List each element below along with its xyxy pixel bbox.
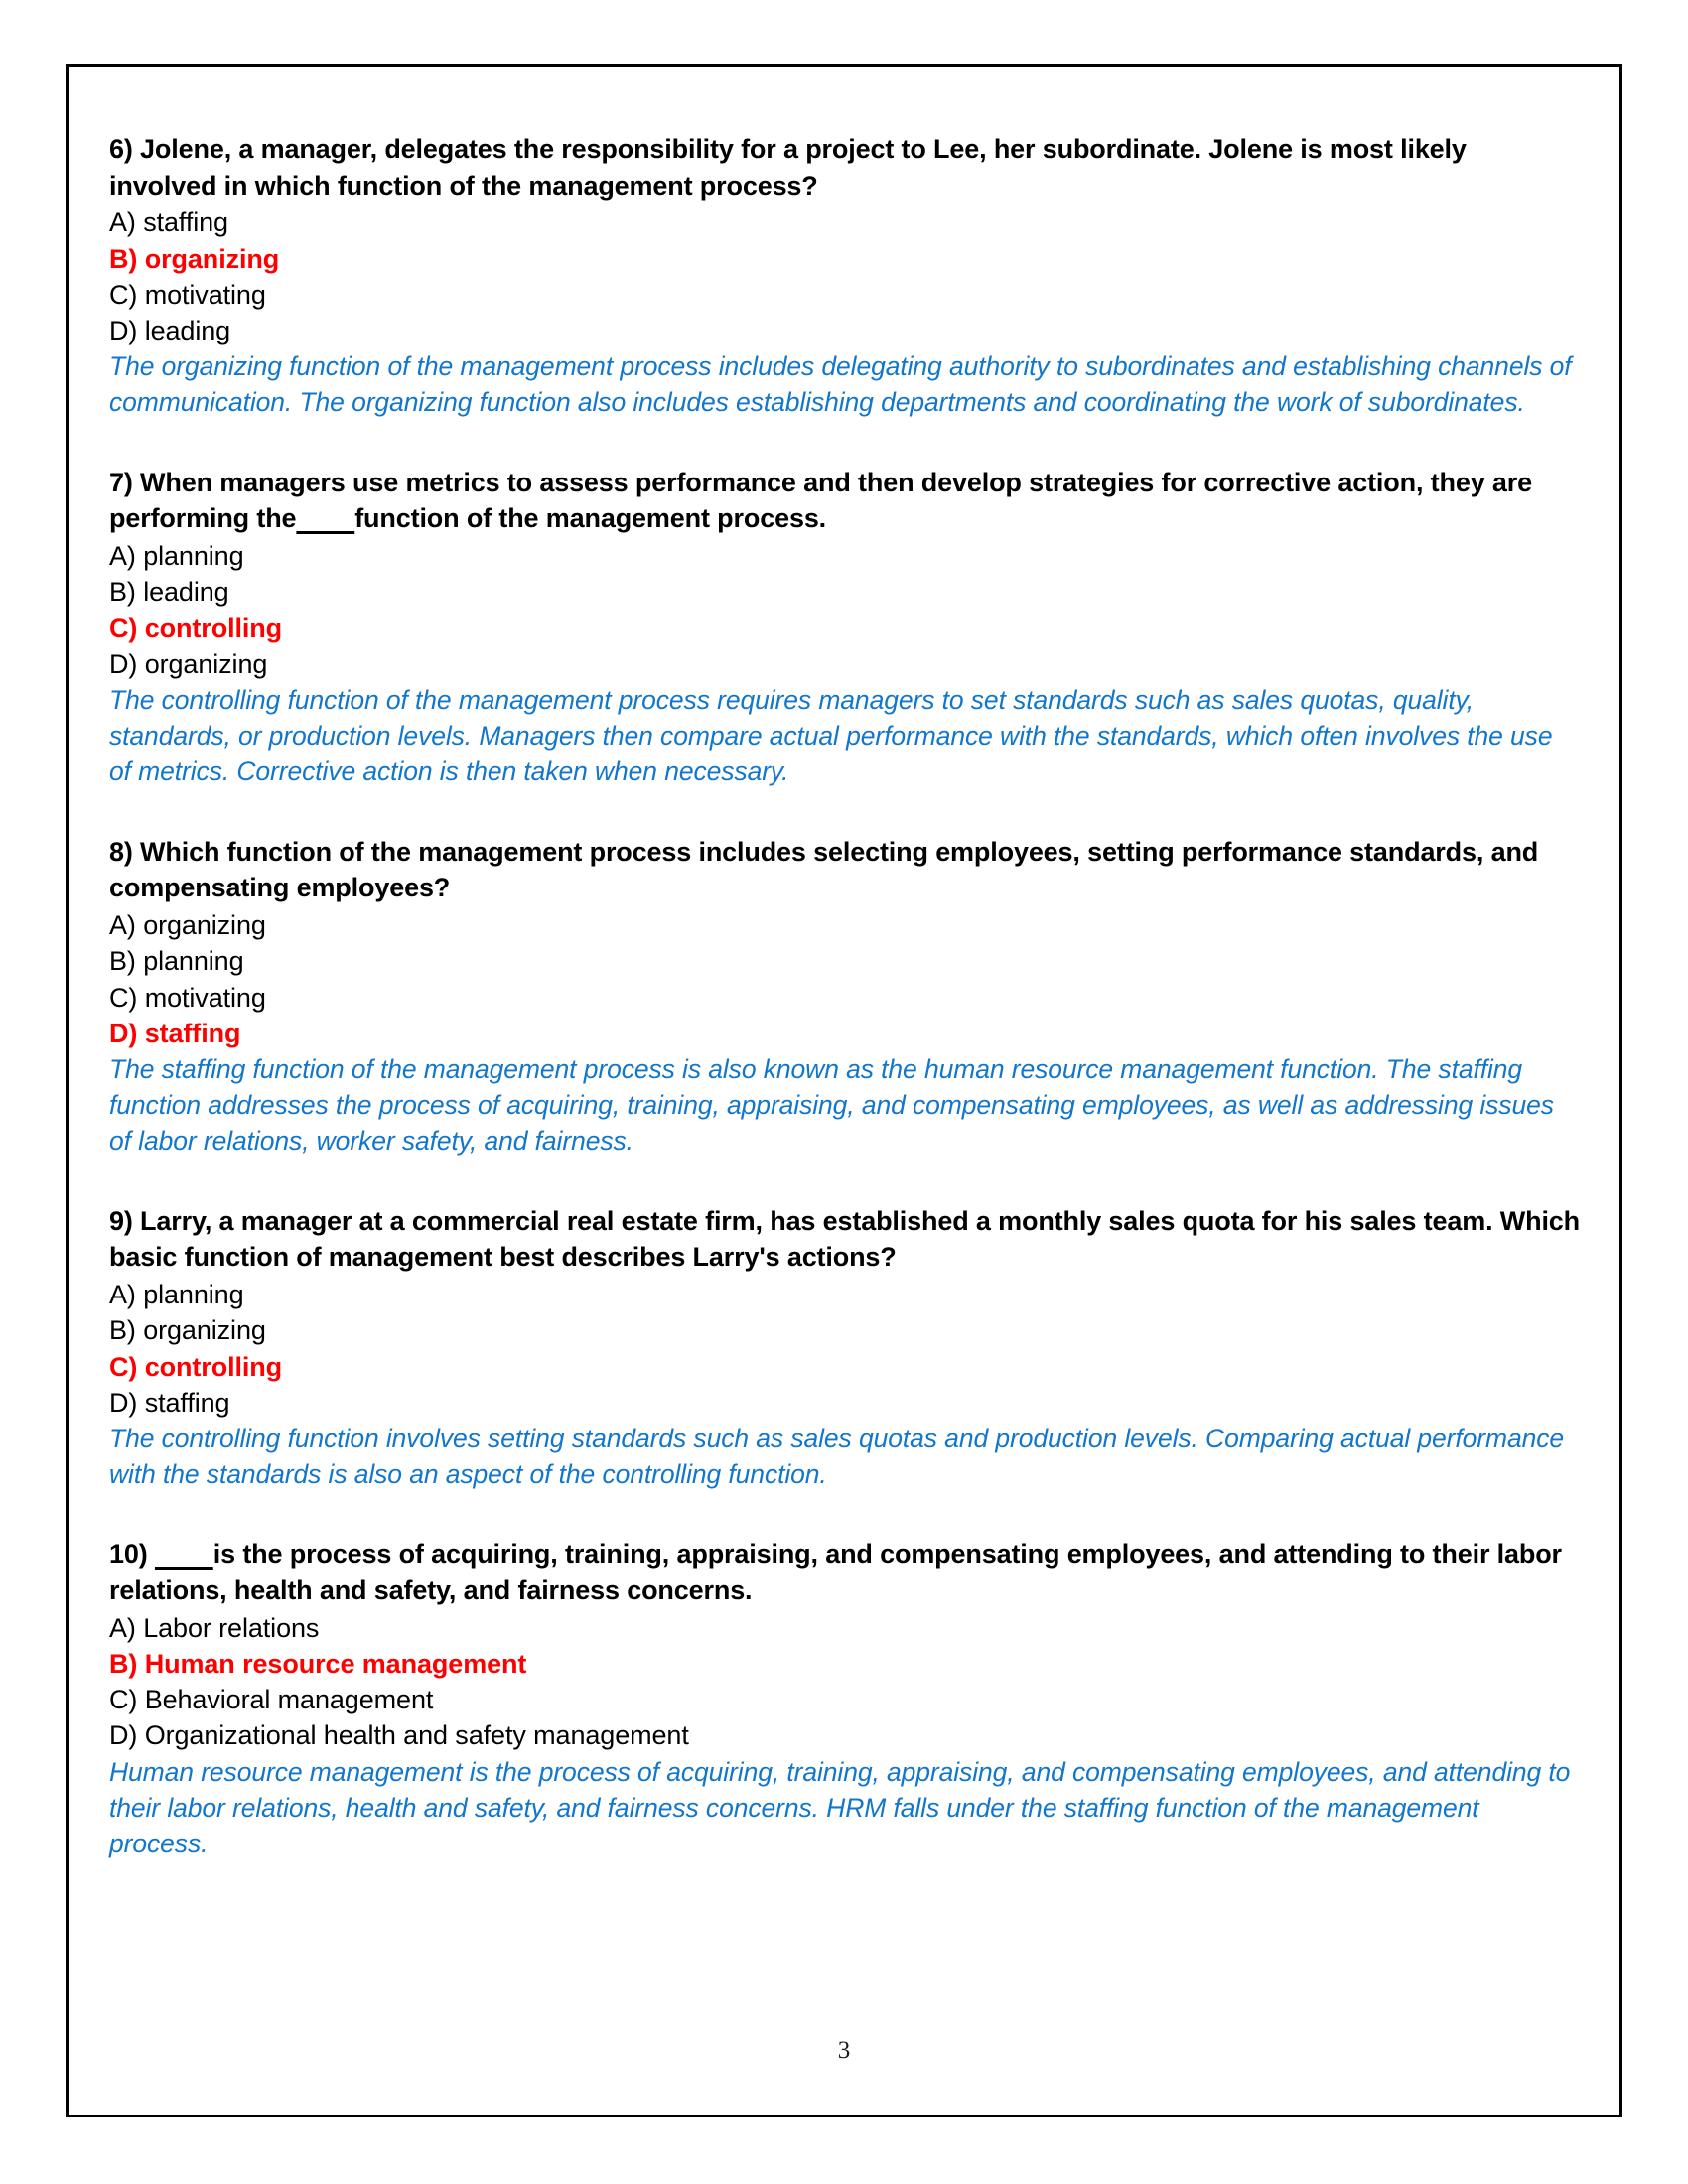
question-stem-10-after-blank: is the process of acquiring, training, appraising, and compensating employees, and attending to their labor relations, health and safety, and fairness concerns. (109, 1539, 1562, 1606)
question-10-fill-blank (155, 1539, 213, 1569)
question-stem-9: 9) Larry, a manager at a commercial real estate firm, has established a monthly sales quota for his sales team. Which basic function of management best describes Larry's actions? (109, 1205, 1581, 1273)
question-stem-10-before-blank: 10) (109, 1539, 155, 1570)
option-10-c[interactable]: C) Behavioral management (109, 1685, 434, 1715)
question-block-9 (109, 1203, 1581, 1493)
question-stem-7 (109, 465, 1581, 537)
option-8-a[interactable]: A) organizing (109, 910, 266, 941)
question-block-6 (109, 131, 1581, 421)
option-6-c[interactable]: C) motivating (109, 279, 266, 310)
option-10-b[interactable]: B) Human resource management (109, 1649, 527, 1680)
explanation-9: The controlling function involves setting standards such as sales quotas and production levels. Comparing actual performance with the standards is also an aspect of the controlling function. (109, 1423, 1565, 1490)
question-stem-8: 8) Which function of the management process includes selecting employees, setting performance standards, and compensating employees? (109, 836, 1539, 903)
option-10-a[interactable]: A) Labor relations (109, 1612, 320, 1643)
option-6-a[interactable]: A) staffing (109, 207, 228, 238)
option-9-a[interactable]: A) planning (109, 1280, 244, 1310)
option-7-c[interactable]: C) controlling (109, 613, 283, 643)
option-8-d[interactable]: D) staffing (109, 1018, 241, 1048)
option-9-c[interactable]: C) controlling (109, 1351, 283, 1382)
explanation-6: The organizing function of the management process includes delegating authority to subordinates and establishing channels of communication. The organizing function also includes establishing departments and coordinating the work of subordinates. (109, 351, 1572, 418)
option-8-c[interactable]: C) motivating (109, 982, 266, 1013)
explanation-10: Human resource management is the process of acquiring, training, appraising, and compensating employees, and attending to their labor relations, health and safety, and fairness concerns. HRM falls under the staffing function of the management process. (109, 1756, 1571, 1859)
option-7-d[interactable]: D) organizing (109, 648, 268, 679)
question-stem-10 (109, 1536, 1581, 1608)
option-7-b[interactable]: B) leading (109, 577, 229, 608)
question-block-10 (109, 1536, 1581, 1861)
question-7-fill-blank (296, 503, 354, 533)
page-number: 3 (837, 2037, 851, 2064)
question-block-7 (109, 465, 1581, 790)
option-6-d[interactable]: D) leading (109, 315, 231, 345)
explanation-8: The staffing function of the management process is also known as the human resource management function. The staffing function addresses the process of acquiring, training, appraising, and compensating employees, as well as addressing issues of labor relations, worker safety, and fairness. (109, 1053, 1554, 1157)
question-block-8 (109, 834, 1581, 1160)
option-8-b[interactable]: B) planning (109, 946, 244, 977)
option-9-d[interactable]: D) staffing (109, 1387, 230, 1418)
option-10-d[interactable]: D) Organizational health and safety management (109, 1720, 689, 1751)
option-9-b[interactable]: B) organizing (109, 1315, 266, 1346)
question-stem-7-after-blank: function of the management process. (354, 503, 827, 534)
option-7-a[interactable]: A) planning (109, 541, 244, 572)
explanation-7: The controlling function of the management process requires managers to set standards such as sales quotas, quality, standards, or production levels. Managers then compare actual performance with the standards, which often involves the use of metrics. Corrective action is then taken when necessary. (109, 684, 1553, 787)
question-stem-7-before-blank: 7) When managers use metrics to assess performance and then develop strategies for corrective action, they are performing the (109, 467, 1533, 534)
question-list (109, 131, 1581, 1861)
question-stem-6: 6) Jolene, a manager, delegates the responsibility for a project to Lee, her subordinate. Jolene is most likely involved in which function of the management process? (109, 134, 1467, 201)
option-6-b[interactable]: B) organizing (109, 243, 280, 274)
